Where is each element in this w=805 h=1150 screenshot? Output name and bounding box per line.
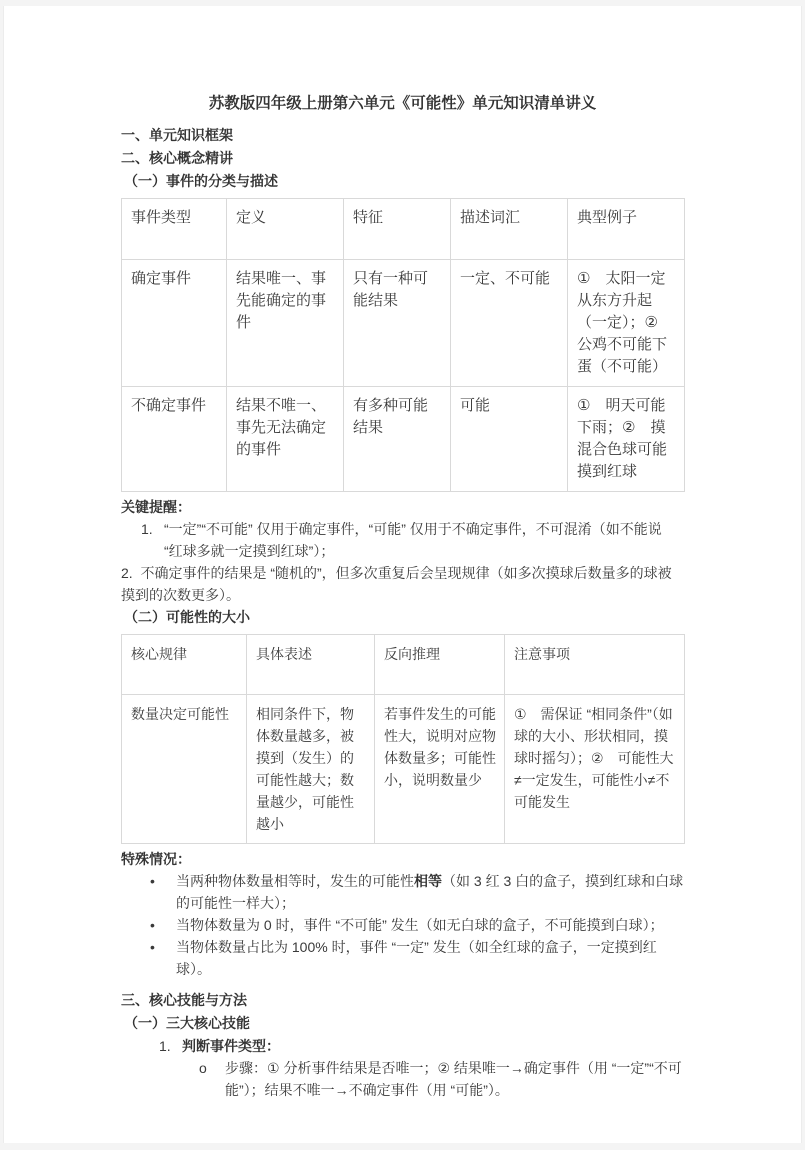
key-reminder-title: 关键提醒： (121, 499, 191, 515)
list-text: 不确定事件的结果是 “随机的”，但多次重复后会呈现规律（如多次摸球后数量多的球被摸到的次数更多）。 (121, 565, 672, 603)
bullet-text-bold: 相等 (414, 873, 442, 889)
table-header-cell: 具体表述 (247, 635, 375, 695)
skill-item-1 (121, 1035, 684, 1057)
table-cell: 可能 (451, 387, 568, 492)
table-cell: 只有一种可能结果 (344, 260, 451, 387)
table-cell: ① 太阳一定从东方升起（一定）；② 公鸡不可能下蛋（不可能） (568, 260, 685, 387)
heading-section2: （二）可能性的大小 (124, 609, 250, 625)
table-cell: ① 明天可能下雨；② 摸混合色球可能摸到红球 (568, 387, 685, 492)
bullet-text-pre: 当两种物体数量相等时，发生的可能性 (176, 873, 414, 889)
document-content (121, 6, 684, 1101)
list-number: 1. (159, 1038, 171, 1054)
list-number: 2. (121, 565, 133, 581)
bullet-text (176, 936, 684, 980)
table-cell: 数量决定可能性 (122, 695, 247, 844)
heading-core-concepts: 二、核心概念精讲 (121, 150, 233, 166)
table-row (122, 260, 685, 387)
table-header-row (122, 635, 685, 695)
table-header-cell: 注意事项 (505, 635, 685, 695)
table-cell: 一定、不可能 (451, 260, 568, 387)
table-header-cell: 核心规律 (122, 635, 247, 695)
bullet-marker: • (150, 917, 155, 933)
list-text: “一定”“不可能” 仅用于确定事件，“可能” 仅用于不确定事件，不可混淆（如不能说 “红球多就一定摸到红球”）； (164, 521, 662, 559)
table-row (122, 387, 685, 492)
key-reminder-item-2 (121, 562, 684, 606)
special-cases-title: 特殊情况： (121, 851, 191, 867)
table-cell: 若事件发生的可能性大，说明对应物体数量多；可能性小，说明数量少 (375, 695, 505, 844)
table-cell: ① 需保证 “相同条件”（如球的大小、形状相同，摸球时摇匀）；② 可能性大≠一定发生，可能性小≠不可能发生 (505, 695, 685, 844)
table-row (122, 695, 685, 844)
table-header-row (122, 199, 685, 260)
table-header-cell: 反向推理 (375, 635, 505, 695)
key-reminder-item-1 (121, 518, 684, 562)
document-page (3, 6, 802, 1143)
bullet-text-pre: 当物体数量为 0 时，事件 “不可能” 发生（如无白球的盒子，不可能摸到白球）； (176, 917, 664, 933)
table-header-cell: 定义 (227, 199, 344, 260)
table-header-cell: 特征 (344, 199, 451, 260)
table-cell: 不确定事件 (122, 387, 227, 492)
substep-text: 步骤：① 分析事件结果是否唯一；② 结果唯一→确定事件（用 “一定”“不可能”）；结果不唯一→不确定事件（用 “可能”）。 (225, 1060, 682, 1098)
special-case-bullet-3 (121, 936, 684, 980)
table-header-cell: 典型例子 (568, 199, 685, 260)
table-cell: 确定事件 (122, 260, 227, 387)
bullet-text (176, 914, 684, 936)
heading-section1: （一）事件的分类与描述 (124, 173, 278, 189)
bullet-text-pre: 当物体数量占比为 100% 时，事件 “一定” 发生（如全红球的盒子，一定摸到红球）。 (176, 939, 657, 977)
heading-unit-framework: 一、单元知识框架 (121, 127, 233, 143)
list-number: 1. (141, 521, 153, 537)
table-cell: 结果唯一、事先能确定的事件 (227, 260, 344, 387)
heading-skills-sub: （一）三大核心技能 (124, 1015, 250, 1031)
bullet-marker: • (150, 939, 155, 955)
bullet-marker: • (150, 873, 155, 889)
table-header-cell: 事件类型 (122, 199, 227, 260)
bullet-text (176, 870, 684, 914)
page-title: 苏教版四年级上册第六单元《可能性》单元知识清单讲义 (208, 95, 597, 112)
possibility-size-table (121, 634, 685, 844)
skill-substep (121, 1057, 684, 1101)
table-cell: 有多种可能结果 (344, 387, 451, 492)
event-classification-table (121, 198, 685, 492)
table-cell: 结果不唯一、事先无法确定的事件 (227, 387, 344, 492)
special-case-bullet-2 (121, 914, 684, 936)
heading-skills: 三、核心技能与方法 (121, 992, 247, 1008)
bullet-text-post: （如 3 红 3 白的盒子，摸到红球和白球的可能性一样大）； (176, 873, 684, 911)
skill-label: 判断事件类型： (182, 1038, 280, 1054)
sub-bullet-marker: o (199, 1060, 207, 1076)
table-header-cell: 描述词汇 (451, 199, 568, 260)
special-case-bullet-1 (121, 870, 684, 914)
table-cell: 相同条件下，物体数量越多，被摸到（发生）的可能性越大；数量越少，可能性越小 (247, 695, 375, 844)
